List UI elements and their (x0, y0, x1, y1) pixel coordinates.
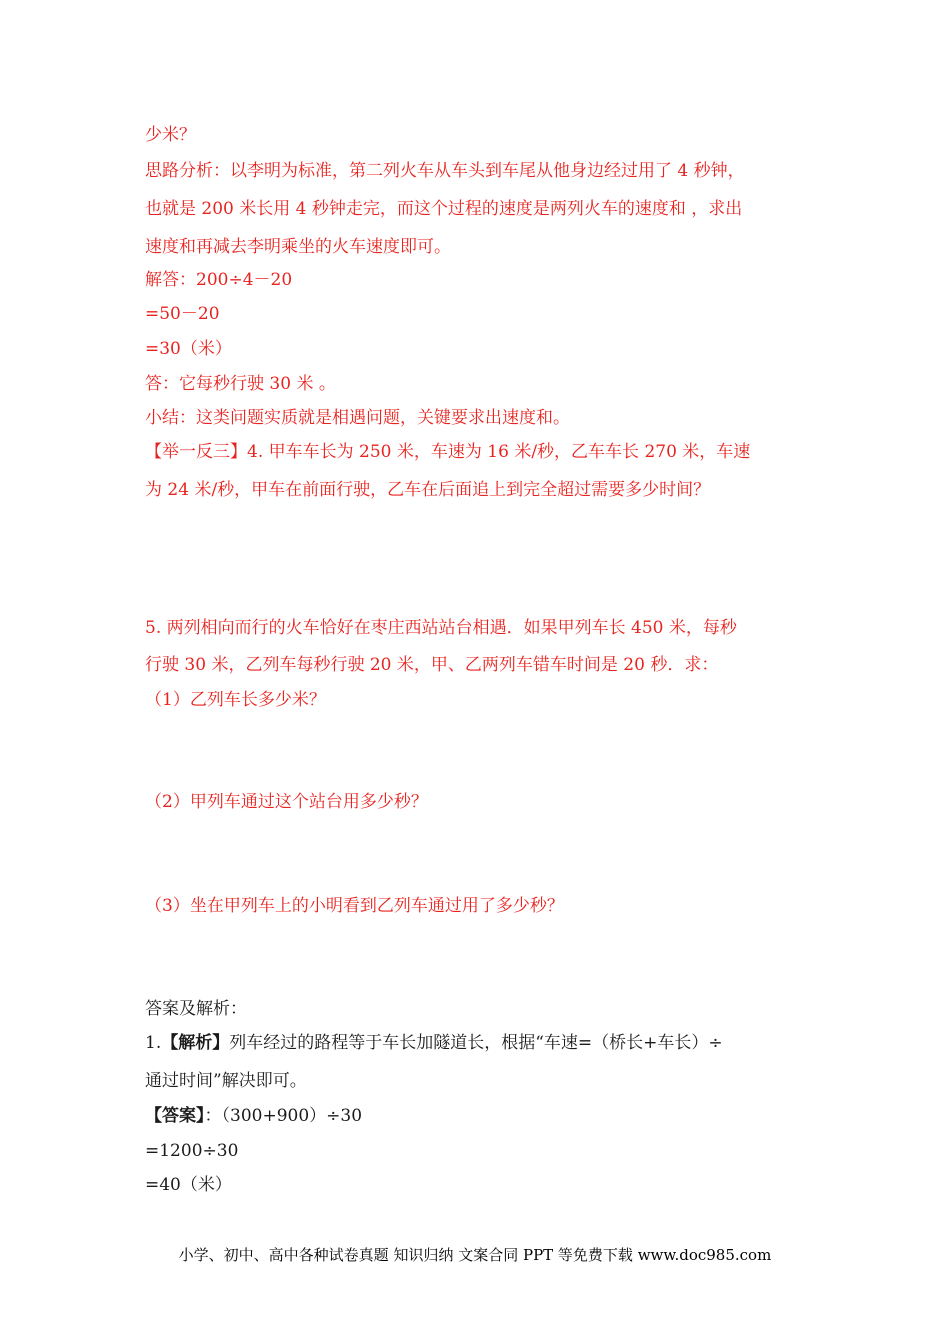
q5-sub-2: （2）甲列车通过这个站台用多少秒？ (145, 792, 428, 812)
answers-heading: 答案及解析： (145, 999, 247, 1019)
answer-1-line-2: 通过时间”解决即可。 (145, 1071, 307, 1091)
summary-line: 小结：这类问题实质就是相遇问题，关键要求出速度和。 (145, 408, 570, 428)
answer-1-analysis-text: 列车经过的路程等于车长加隧道长，根据“车速=（桥长+车长）÷ (229, 1033, 723, 1053)
answer-1-number: 1. (145, 1033, 162, 1053)
answer-1-line-1 (145, 1031, 723, 1055)
q5-sub-3: （3）坐在甲列车上的小明看到乙列车通过用了多少秒？ (145, 896, 564, 916)
page-footer: 小学、初中、高中各种试卷真题 知识归纳 文案合同 PPT 等免费下载 www.doc985.com (178, 1246, 772, 1264)
solution-line-1: 解答：200÷4－20 (145, 270, 293, 290)
analysis-line-2: 也就是 200 米长用 4 秒钟走完，而这个过程的速度是两列火车的速度和 ，求出 (145, 199, 743, 219)
q4-line-2: 为 24 米/秒，甲车在前面行驶，乙车在后面追上到完全超过需要多少时间？ (145, 480, 711, 500)
answer-1-answer-tag: 【答案】 (145, 1106, 205, 1126)
q5-line-1: 5. 两列相向而行的火车恰好在枣庄西站站台相遇．如果甲列车长 450 米，每秒 (145, 618, 737, 638)
q5-sub-1: （1）乙列车长多少米？ (145, 690, 326, 710)
answer-1-analysis-tag: 【解析】 (161, 1033, 230, 1053)
answer-1-answer-text: ：（300+900）÷30 (204, 1106, 363, 1126)
q4-line-1: 【举一反三】4. 甲车车长为 250 米，车速为 16 米/秒，乙车车长 270 米，车速 (145, 442, 751, 462)
solution-line-2: =50－20 (145, 304, 220, 324)
question-tail: 少米？ (145, 125, 196, 145)
answer-1-answer-line (145, 1104, 362, 1128)
analysis-line-3: 速度和再减去李明乘坐的火车速度即可。 (145, 237, 451, 257)
q5-line-2: 行驶 30 米，乙列车每秒行驶 20 米，甲、乙两列车错车时间是 20 秒．求： (145, 655, 719, 675)
answer-1-step-2: =40（米） (145, 1175, 232, 1195)
answer-line: 答：它每秒行驶 30 米 。 (145, 374, 336, 394)
answer-1-step-1: =1200÷30 (145, 1141, 239, 1161)
solution-line-3: =30（米） (145, 339, 232, 359)
analysis-line-1: 思路分析：以李明为标准，第二列火车从车头到车尾从他身边经过用了 4 秒钟， (145, 161, 745, 181)
